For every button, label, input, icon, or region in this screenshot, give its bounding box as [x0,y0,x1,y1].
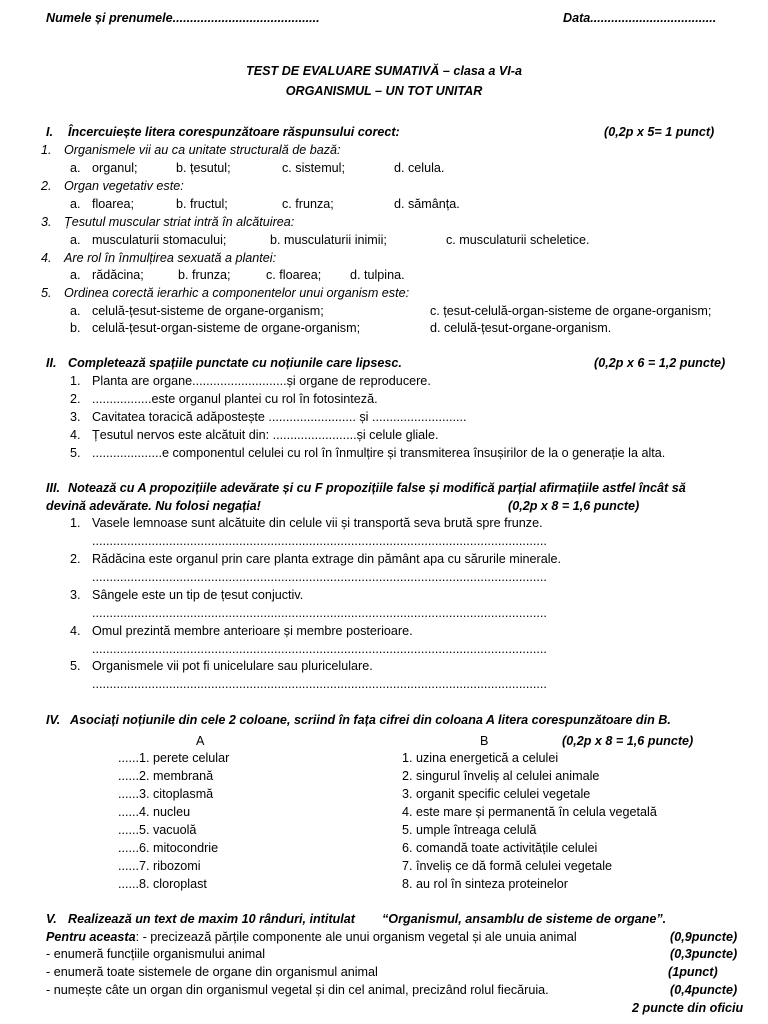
fill-in-item[interactable]: Țesutul nervos este alcătuit din: ........................și celule gliale. [92,428,439,442]
column-a-item[interactable]: ......4. nucleu [118,805,191,819]
option-letter: b. [70,321,81,335]
item-number: 5. [70,659,81,673]
statement: Organismele vii pot fi unicelulare sau pluricelulare. [92,659,373,673]
fill-in-item[interactable]: Planta are organe...........................și organe de reproducere. [92,374,431,388]
column-a-item[interactable]: ......2. membrană [118,769,214,783]
option[interactable]: d. celula. [394,161,445,175]
task-points: (0,4puncte) [670,983,738,997]
task-line: - enumeră funcțiile organismului animal [46,947,266,961]
section-2-roman: II. [46,356,57,370]
question-text: Organismele vii au ca unitate structurală de bază: [64,143,341,157]
item-number: 1. [70,516,81,530]
answer-line[interactable]: .................................................................................................................................. [92,534,547,548]
section-1-roman: I. [46,125,53,139]
item-number: 4. [70,624,81,638]
question-number: 4. [41,251,52,265]
column-a-item[interactable]: ......3. citoplasmă [118,787,214,801]
column-a-item[interactable]: ......6. mitocondrie [118,841,219,855]
option[interactable]: organul; [92,161,138,175]
column-b-item: 6. comandă toate activitățile celulei [402,841,598,855]
task-text: : - precizează părțile componente ale unui organism vegetal și ale unuia animal [135,930,577,944]
section-3-heading: Notează cu A propozițiile adevărate și cu F propozițiile false și modifică parțial afirmațiile astfel încât să [68,481,686,495]
section-1-points: (0,2p x 5= 1 punct) [604,125,715,139]
section-2-points: (0,2p x 6 = 1,2 puncte) [594,356,726,370]
column-b-header: B [480,734,489,748]
option[interactable]: d. tulpina. [350,268,405,282]
option[interactable]: c. floarea; [266,268,322,282]
question-number: 5. [41,286,52,300]
answer-line[interactable]: .................................................................................................................................. [92,642,547,656]
answer-line[interactable]: .................................................................................................................................. [92,606,547,620]
column-b-item: 8. au rol în sinteza proteinelor [402,877,568,891]
question-text: Are rol în înmulțirea sexuată a plantei: [64,251,277,265]
section-1-heading: Încercuiește litera corespunzătoare răspunsului corect: [68,125,400,139]
column-b-item: 4. este mare și permanentă în celula vegetală [402,805,657,819]
section-4-points: (0,2p x 8 = 1,6 puncte) [562,734,694,748]
name-field-label: Numele și prenumele.......................................... [46,11,320,25]
statement: Rădăcina este organul prin care planta extrage din pământ apa cu sărurile minerale. [92,552,562,566]
test-title: TEST DE EVALUARE SUMATIVĂ – clasa a VI-a [246,64,522,78]
option-letter: a. [70,161,81,175]
column-a-item[interactable]: ......1. perete celular [118,751,230,765]
oficiu-points: 2 puncte din oficiu [632,1001,744,1015]
option[interactable]: musculaturii stomacului; [92,233,227,247]
section-3-roman: III. [46,481,60,495]
option[interactable]: rădăcina; [92,268,144,282]
option[interactable]: c. musculaturii scheletice. [446,233,590,247]
option-letter: a. [70,304,81,318]
task-points: (1punct) [668,965,718,979]
fill-in-item[interactable]: Cavitatea toracică adăpostește ......................... și ........................... [92,410,467,424]
essay-title: “Organismul, ansamblu de sisteme de organe”. [382,912,667,926]
option-letter: a. [70,197,81,211]
column-b-item: 1. uzina energetică a celulei [402,751,559,765]
column-b-item: 2. singurul înveliș al celulei animale [402,769,600,783]
statement: Sângele este un tip de țesut conjuctiv. [92,588,304,602]
option[interactable]: b. frunza; [178,268,231,282]
option[interactable]: b. fructul; [176,197,228,211]
item-number: 2. [70,552,81,566]
section-5-roman: V. [46,912,57,926]
question-text: Organ vegetativ este: [64,179,184,193]
option[interactable]: c. sistemul; [282,161,345,175]
option[interactable]: floarea; [92,197,135,211]
column-a-item[interactable]: ......5. vacuolă [118,823,197,837]
question-number: 1. [41,143,52,157]
task-line: - enumeră toate sistemele de organe din organismul animal [46,965,378,979]
item-number: 3. [70,588,81,602]
section-4-heading: Asociați noțiunile din cele 2 coloane, scriind în fața cifrei din coloana A litera corespunzătoare din B. [70,713,671,727]
option[interactable]: d. celulă-țesut-organe-organism. [430,321,612,335]
section-3-heading-cont: devină adevărate. Nu folosi negația! [46,499,261,513]
task-points: (0,3puncte) [670,947,738,961]
option[interactable]: c. țesut-celulă-organ-sisteme de organe-organism; [430,304,712,318]
fill-in-item[interactable]: ....................e componentul celulei cu rol în înmulțire și transmiterea însușirilor de la o generație la alta. [92,446,666,460]
column-b-item: 3. organit specific celulei vegetale [402,787,591,801]
test-subtitle: ORGANISMUL – UN TOT UNITAR [285,84,483,98]
option[interactable]: b. țesutul; [176,161,231,175]
statement: Vasele lemnoase sunt alcătuite din celule vii și transportă seva brută spre frunze. [92,516,543,530]
section-3-points: (0,2p x 8 = 1,6 puncte) [508,499,640,513]
fill-in-item[interactable]: .................este organul plantei cu rol în fotosinteză. [92,392,378,406]
question-text: Țesutul muscular striat intră în alcătuirea: [64,215,295,229]
task-line: - numește câte un organ din organismul vegetal și din cel animal, precizând rolul fiecăruia. [46,983,549,997]
column-a-item[interactable]: ......7. ribozomi [118,859,201,873]
option[interactable]: b. musculaturii inimii; [270,233,387,247]
option-letter: a. [70,233,81,247]
option[interactable]: d. sămânța. [394,197,460,211]
question-number: 3. [41,215,52,229]
task-line [46,930,577,945]
item-number: 3. [70,410,81,424]
statement: Omul prezintă membre anterioare și membre posterioare. [92,624,413,638]
option[interactable]: celulă-țesut-organ-sisteme de organe-organism; [92,321,361,335]
option[interactable]: celulă-țesut-sisteme de organe-organism; [92,304,324,318]
task-intro: Pentru aceasta [46,930,136,944]
item-number: 5. [70,446,81,460]
item-number: 1. [70,374,81,388]
question-text: Ordinea corectă ierarhic a componentelor unui organism este: [64,286,410,300]
question-number: 2. [41,179,52,193]
option-letter: a. [70,268,81,282]
date-field-label: Data.................................... [563,11,717,25]
section-5-heading: Realizează un text de maxim 10 rânduri, intitulat [68,912,355,926]
answer-line[interactable]: .................................................................................................................................. [92,677,547,691]
answer-line[interactable]: .................................................................................................................................. [92,570,547,584]
column-a-item[interactable]: ......8. cloroplast [118,877,207,891]
task-points: (0,9puncte) [670,930,738,944]
column-a-header: A [196,734,205,748]
item-number: 2. [70,392,81,406]
column-b-item: 5. umple întreaga celulă [402,823,537,837]
section-4-roman: IV. [46,713,61,727]
item-number: 4. [70,428,81,442]
column-b-item: 7. înveliș ce dă formă celulei vegetale [402,859,613,873]
section-2-heading: Completează spațiile punctate cu noțiunile care lipsesc. [68,356,402,370]
option[interactable]: c. frunza; [282,197,334,211]
